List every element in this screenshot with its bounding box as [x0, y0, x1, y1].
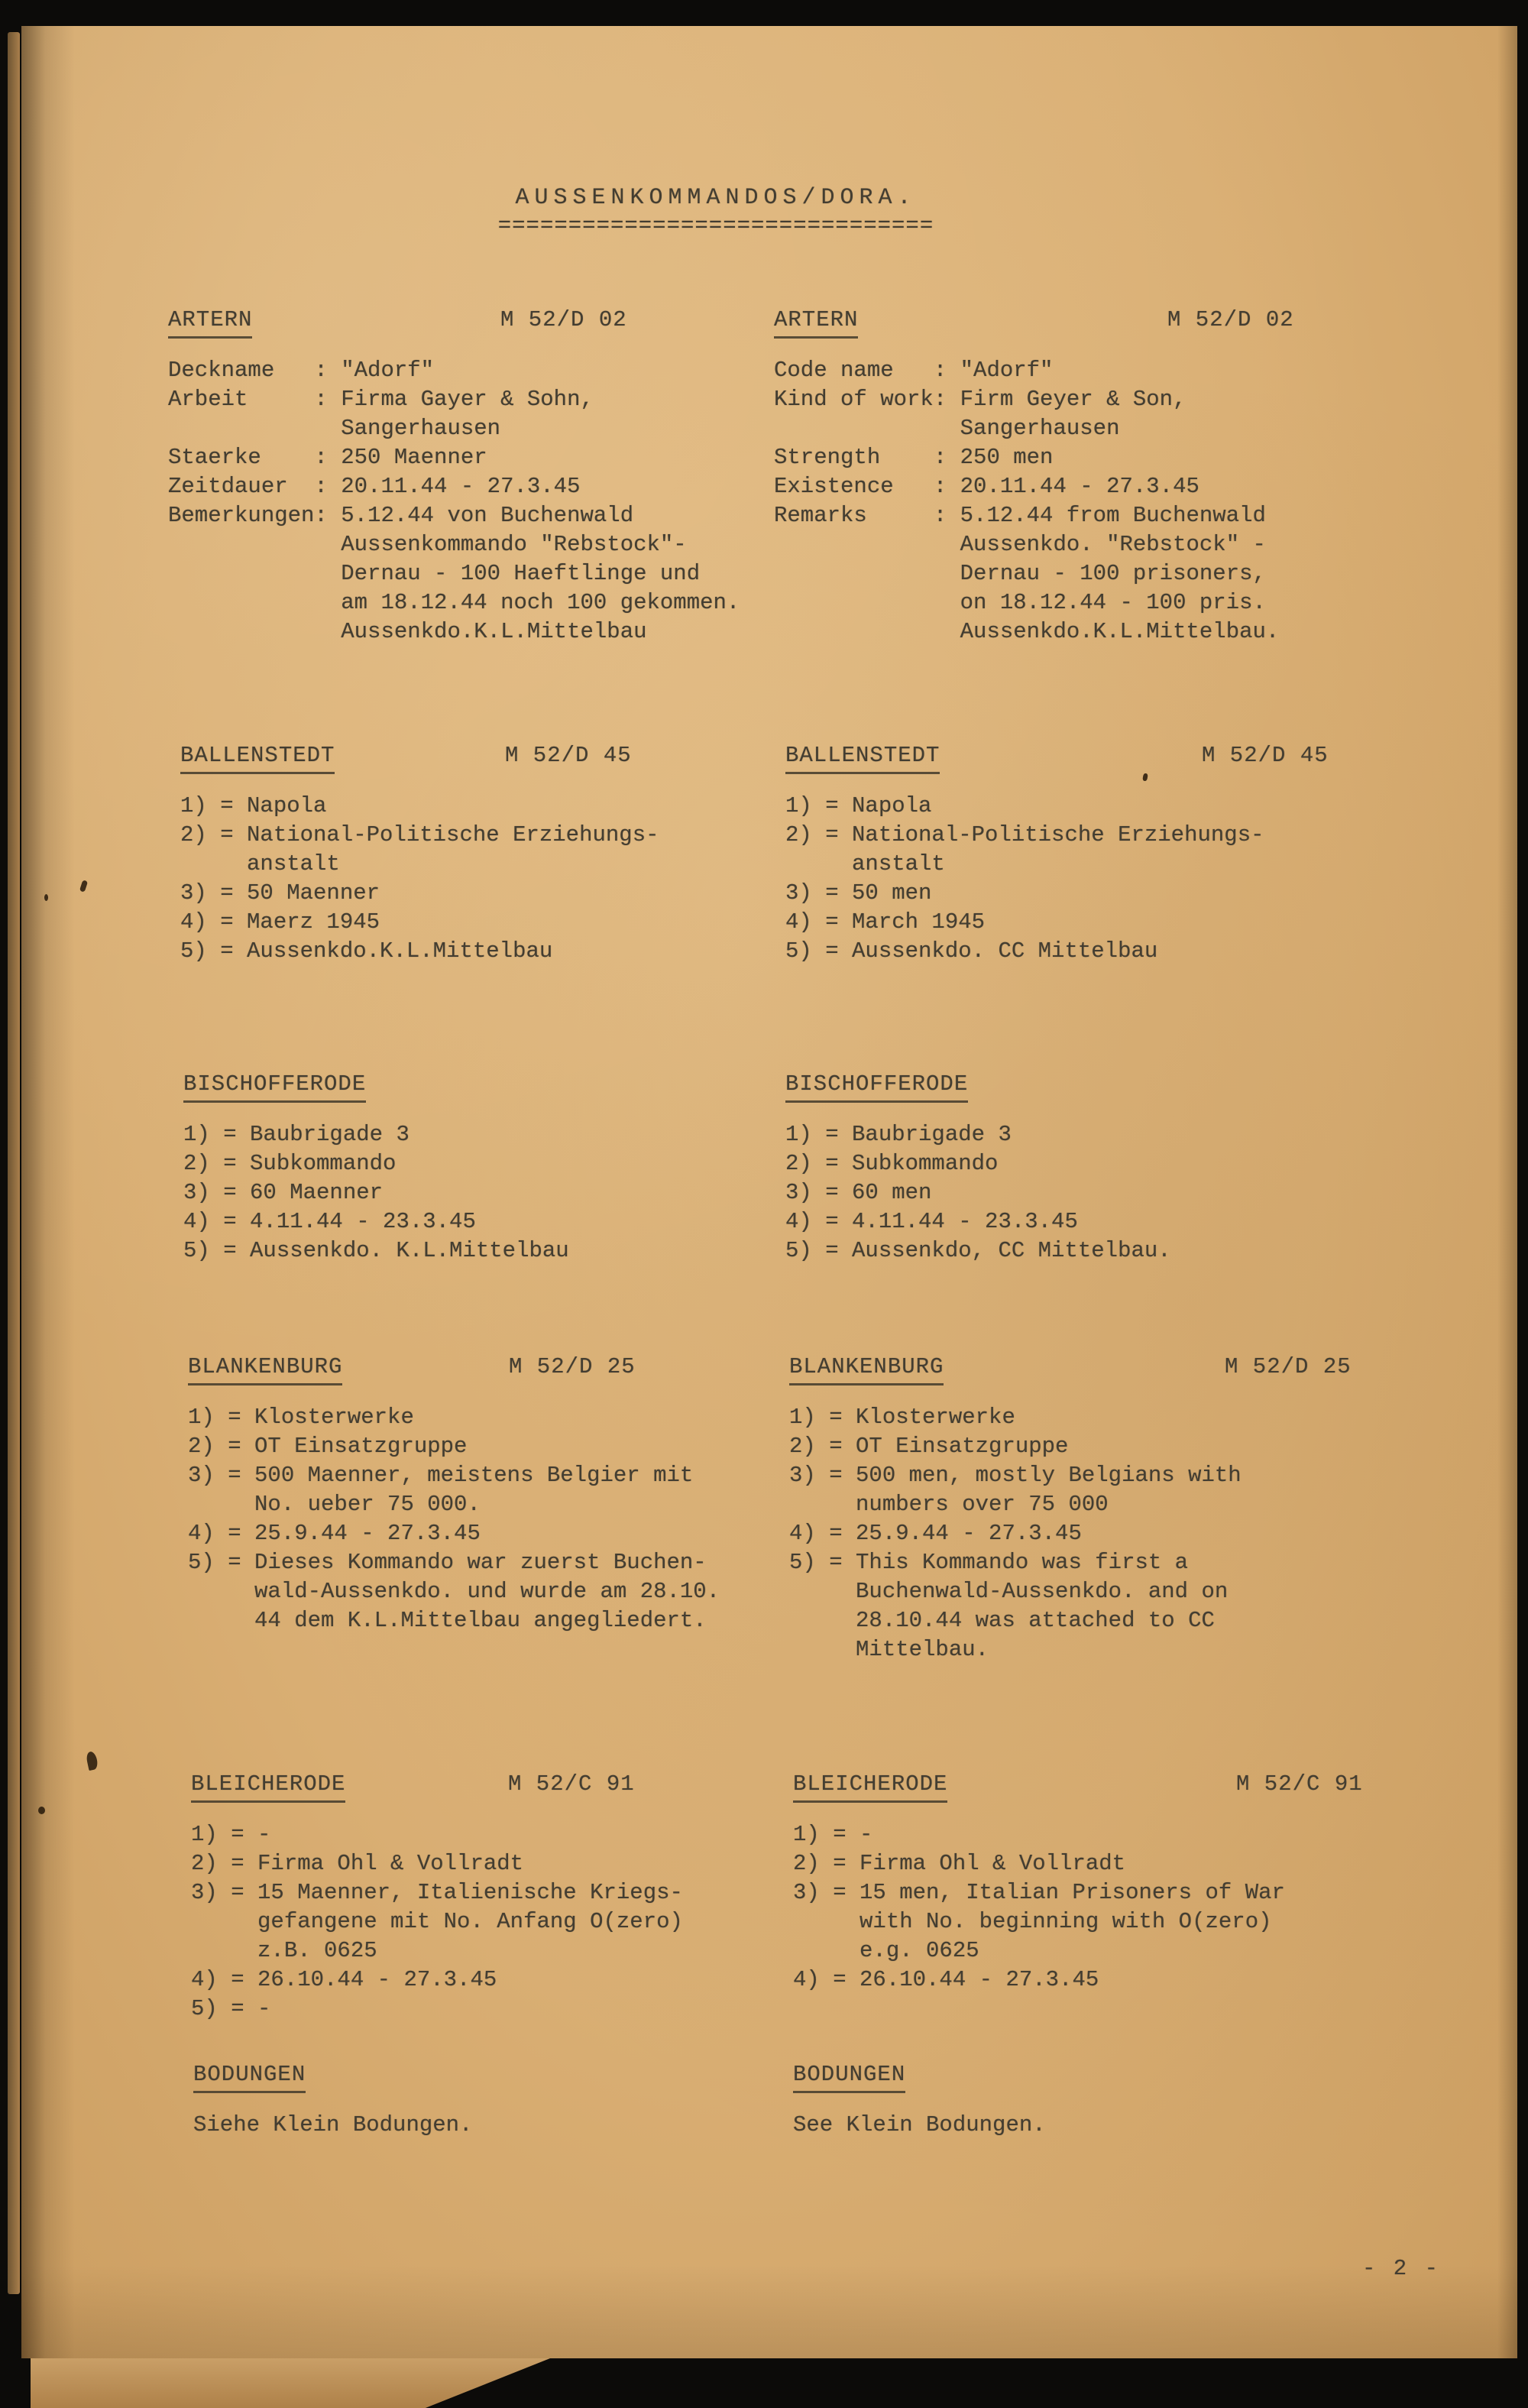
section-body: [188, 1403, 720, 1635]
text-line: 1) = Baubrigade 3: [183, 1122, 410, 1147]
section-header-row: [785, 1070, 1171, 1099]
text-line: Kind of work: Firm Geyer & Son,: [774, 387, 1186, 412]
section-body: [183, 1120, 569, 1266]
section-body: [793, 2111, 1046, 2140]
previous-page-edge: [8, 32, 20, 2294]
section-header-row: [193, 2060, 472, 2089]
text-line: 5) = Dieses Kommando war zuerst Buchen-: [188, 1550, 707, 1575]
text-line: 44 dem K.L.Mittelbau angegliedert.: [188, 1608, 707, 1633]
text-line: 3) = 15 men, Italian Prisoners of War: [793, 1880, 1285, 1905]
german-column: [193, 2060, 472, 2140]
german-column: [183, 1070, 569, 1266]
text-line: 1) = -: [793, 1822, 873, 1847]
section-header-row: [188, 1353, 720, 1382]
text-line: 2) = OT Einsatzgruppe: [188, 1434, 468, 1459]
section-title: BLEICHERODE: [191, 1770, 345, 1803]
english-column: [793, 2060, 1046, 2140]
text-line: Sangerhausen: [168, 416, 501, 441]
underlying-page-corner: [31, 2358, 550, 2408]
document-title-block: [0, 183, 1464, 238]
text-line: 3) = 60 Maenner: [183, 1180, 384, 1205]
section-header-row: [183, 1070, 569, 1099]
text-line: 5) = Aussenkdo. CC Mittelbau: [785, 938, 1158, 964]
text-line: Aussenkdo.K.L.Mittelbau.: [774, 619, 1280, 644]
section-body: [785, 1120, 1171, 1266]
english-column: [774, 306, 1294, 647]
text-line: Dernau - 100 prisoners,: [774, 561, 1266, 586]
reference-code: M 52/D 25: [1225, 1354, 1352, 1379]
english-column: [793, 1770, 1363, 1995]
text-line: 5) = -: [191, 1996, 271, 2021]
reference-code: M 52/D 45: [505, 743, 632, 768]
section-header-row: [180, 741, 659, 770]
text-line: 4) = March 1945: [785, 909, 986, 935]
section-header-row: [793, 1770, 1363, 1799]
text-line: Arbeit : Firma Gayer & Sohn,: [168, 387, 594, 412]
text-line: numbers over 75 000: [789, 1492, 1109, 1517]
text-line: 5) = Aussenkdo, CC Mittelbau.: [785, 1238, 1171, 1263]
german-column: [188, 1353, 720, 1635]
text-line: wald-Aussenkdo. und wurde am 28.10.: [188, 1579, 720, 1604]
text-line: e.g. 0625: [793, 1938, 979, 1963]
section-body: [191, 1820, 683, 2024]
section-title: BODUNGEN: [193, 2060, 306, 2093]
text-line: Aussenkdo. "Rebstock" -: [774, 532, 1266, 557]
text-line: 5) = Aussenkdo.K.L.Mittelbau: [180, 938, 553, 964]
section-title: BALLENSTEDT: [180, 741, 335, 774]
text-line: Dernau - 100 Haeftlinge und: [168, 561, 701, 586]
text-line: No. ueber 75 000.: [188, 1492, 481, 1517]
text-line: Buchenwald-Aussenkdo. and on: [789, 1579, 1229, 1604]
section-title: BISCHOFFERODE: [183, 1070, 366, 1103]
text-line: 4) = 4.11.44 - 23.3.45: [183, 1209, 476, 1234]
text-line: Bemerkungen: 5.12.44 von Buchenwald: [168, 503, 634, 528]
section-title: ARTERN: [168, 306, 252, 339]
ink-smudge: [79, 880, 88, 892]
text-line: Strength : 250 men: [774, 445, 1054, 470]
text-line: 2) = Subkommando: [183, 1151, 397, 1176]
text-line: 3) = 50 men: [785, 880, 932, 906]
reference-code: M 52/C 91: [1236, 1771, 1363, 1797]
text-line: 1) = Klosterwerke: [188, 1405, 414, 1430]
section-header-row: [789, 1353, 1352, 1382]
text-line: 3) = 60 men: [785, 1180, 932, 1205]
german-column: [191, 1770, 683, 2024]
reference-code: M 52/C 91: [508, 1771, 635, 1797]
text-line: 4) = 26.10.44 - 27.3.45: [191, 1967, 497, 1992]
text-line: 2) = Firma Ohl & Vollradt: [191, 1851, 524, 1876]
text-line: 2) = OT Einsatzgruppe: [789, 1434, 1069, 1459]
text-line: 4) = 26.10.44 - 27.3.45: [793, 1967, 1099, 1992]
reference-code: M 52/D 25: [509, 1354, 636, 1379]
text-line: Existence : 20.11.44 - 27.3.45: [774, 474, 1199, 499]
section-header-row: [168, 306, 740, 335]
text-line: 28.10.44 was attached to CC: [789, 1608, 1215, 1633]
page-title: AUSSENKOMMANDOS/DORA.: [515, 185, 917, 211]
text-line: 1) = Klosterwerke: [789, 1405, 1015, 1430]
reference-code: M 52/D 02: [1167, 307, 1294, 332]
text-line: 3) = 15 Maenner, Italienische Kriegs-: [191, 1880, 683, 1905]
text-line: 1) = Baubrigade 3: [785, 1122, 1012, 1147]
document-page: [21, 26, 1517, 2358]
section-title: BLANKENBURG: [789, 1353, 944, 1385]
text-line: on 18.12.44 - 100 pris.: [774, 590, 1266, 615]
section-body: [168, 356, 740, 647]
text-line: 3) = 50 Maenner: [180, 880, 380, 906]
text-line: Remarks : 5.12.44 from Buchenwald: [774, 503, 1266, 528]
section-title: BODUNGEN: [793, 2060, 905, 2093]
text-line: with No. beginning with O(zero): [793, 1909, 1272, 1934]
text-line: anstalt: [785, 851, 945, 877]
section-body: [180, 792, 659, 966]
ink-smudge: [86, 1751, 99, 1771]
section-header-row: [785, 741, 1329, 770]
section-title: ARTERN: [774, 306, 858, 339]
text-line: Deckname : "Adorf": [168, 358, 435, 383]
section-title: BLEICHERODE: [793, 1770, 947, 1803]
ink-smudge: [44, 894, 48, 901]
text-line: Staerke : 250 Maenner: [168, 445, 487, 470]
text-line: 1) = Napola: [785, 793, 932, 818]
section-body: [774, 356, 1279, 647]
text-line: z.B. 0625: [191, 1938, 377, 1963]
english-column: [789, 1353, 1352, 1664]
page-number: - 2 -: [1362, 2256, 1441, 2281]
text-line: gefangene mit No. Anfang O(zero): [191, 1909, 683, 1934]
text-line: 2) = National-Politische Erziehungs-: [180, 822, 659, 847]
text-line: 2) = National-Politische Erziehungs-: [785, 822, 1264, 847]
text-line: See Klein Bodungen.: [793, 2112, 1046, 2137]
text-line: 3) = 500 Maenner, meistens Belgier mit: [188, 1463, 694, 1488]
english-column: [785, 1070, 1171, 1266]
german-column: [180, 741, 659, 966]
ink-smudge: [38, 1807, 45, 1814]
text-line: 2) = Subkommando: [785, 1151, 999, 1176]
text-line: Aussenkdo.K.L.Mittelbau: [168, 619, 647, 644]
text-line: 1) = -: [191, 1822, 271, 1847]
text-line: Aussenkommando "Rebstock"-: [168, 532, 687, 557]
section-title: BLANKENBURG: [188, 1353, 342, 1385]
text-line: 4) = 25.9.44 - 27.3.45: [188, 1521, 481, 1546]
text-line: anstalt: [180, 851, 340, 877]
section-title: BISCHOFFERODE: [785, 1070, 968, 1103]
text-line: Mittelbau.: [789, 1637, 989, 1662]
text-line: am 18.12.44 noch 100 gekommen.: [168, 590, 740, 615]
text-line: 5) = This Kommando was first a: [789, 1550, 1189, 1575]
section-title: BALLENSTEDT: [785, 741, 940, 774]
section-header-row: [774, 306, 1294, 335]
german-column: [168, 306, 740, 647]
english-column: [785, 741, 1329, 966]
reference-code: M 52/D 45: [1202, 743, 1329, 768]
section-body: [785, 792, 1264, 966]
section-header-row: [191, 1770, 683, 1799]
section-body: [789, 1403, 1242, 1664]
title-underline: ===============================: [497, 213, 934, 238]
section-body: [193, 2111, 472, 2140]
text-line: 1) = Napola: [180, 793, 327, 818]
text-line: 5) = Aussenkdo. K.L.Mittelbau: [183, 1238, 569, 1263]
text-line: Sangerhausen: [774, 416, 1120, 441]
reference-code: M 52/D 02: [500, 307, 627, 332]
text-line: Zeitdauer : 20.11.44 - 27.3.45: [168, 474, 581, 499]
text-line: 4) = 4.11.44 - 23.3.45: [785, 1209, 1078, 1234]
text-line: 3) = 500 men, mostly Belgians with: [789, 1463, 1242, 1488]
section-header-row: [793, 2060, 1046, 2089]
text-line: 4) = 25.9.44 - 27.3.45: [789, 1521, 1082, 1546]
text-line: Siehe Klein Bodungen.: [193, 2112, 473, 2137]
text-line: Code name : "Adorf": [774, 358, 1054, 383]
section-body: [793, 1820, 1285, 1995]
text-line: 2) = Firma Ohl & Vollradt: [793, 1851, 1126, 1876]
text-line: 4) = Maerz 1945: [180, 909, 380, 935]
